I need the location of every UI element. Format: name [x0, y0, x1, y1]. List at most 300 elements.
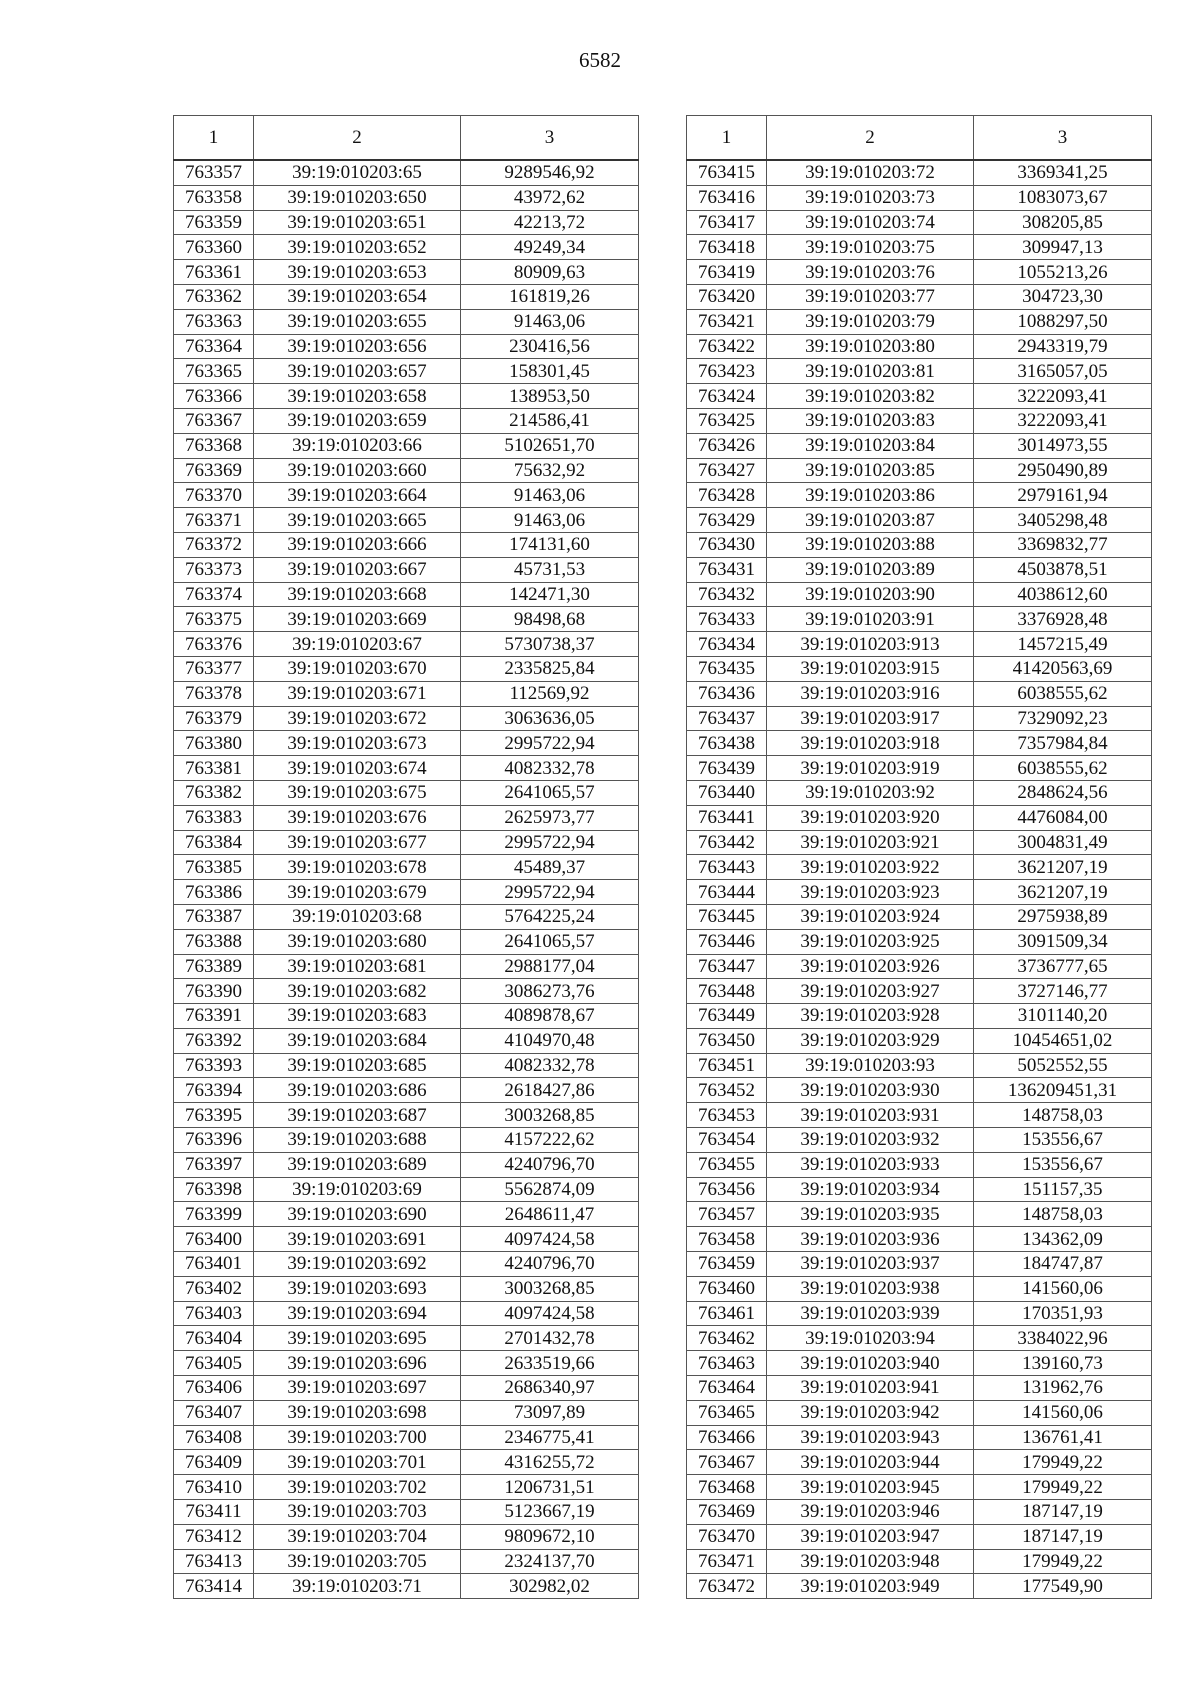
- cadastral-number: 39:19:010203:679: [254, 880, 461, 905]
- cadastral-value: 4104970,48: [461, 1028, 639, 1053]
- cadastral-value: 5764225,24: [461, 904, 639, 929]
- row-number: 763470: [687, 1524, 767, 1549]
- cadastral-number: 39:19:010203:667: [254, 557, 461, 582]
- table-row: [174, 632, 639, 657]
- table-row: [174, 185, 639, 210]
- cadastral-number: 39:19:010203:702: [254, 1475, 461, 1500]
- cadastral-number: 39:19:010203:703: [254, 1500, 461, 1525]
- row-number: 763366: [174, 384, 254, 409]
- table-row: [174, 284, 639, 309]
- cadastral-number: 39:19:010203:74: [767, 210, 974, 235]
- row-number: 763368: [174, 433, 254, 458]
- cadastral-value: 4038612,60: [974, 582, 1152, 607]
- cadastral-value: 3091509,34: [974, 929, 1152, 954]
- table-row: [687, 483, 1152, 508]
- cadastral-value: 41420563,69: [974, 656, 1152, 681]
- row-number: 763406: [174, 1376, 254, 1401]
- table-row: [687, 1177, 1152, 1202]
- row-number: 763381: [174, 756, 254, 781]
- cadastral-value: 3101140,20: [974, 1004, 1152, 1029]
- row-number: 763403: [174, 1301, 254, 1326]
- cadastral-number: 39:19:010203:84: [767, 433, 974, 458]
- cadastral-value: 2633519,66: [461, 1351, 639, 1376]
- cadastral-number: 39:19:010203:90: [767, 582, 974, 607]
- table-row: [687, 508, 1152, 533]
- row-number: 763402: [174, 1276, 254, 1301]
- table-row: [174, 1227, 639, 1252]
- cadastral-value: 184747,87: [974, 1252, 1152, 1277]
- table-row: [687, 1276, 1152, 1301]
- row-number: 763419: [687, 260, 767, 285]
- table-row: [174, 235, 639, 260]
- cadastral-number: 39:19:010203:949: [767, 1574, 974, 1599]
- cadastral-number: 39:19:010203:924: [767, 904, 974, 929]
- row-number: 763361: [174, 260, 254, 285]
- cadastral-value: 4082332,78: [461, 1053, 639, 1078]
- table-row: [687, 1326, 1152, 1351]
- header-row: [174, 116, 639, 161]
- table-row: [174, 880, 639, 905]
- table-row: [687, 1252, 1152, 1277]
- row-number: 763357: [174, 160, 254, 185]
- table-row: [687, 904, 1152, 929]
- cadastral-number: 39:19:010203:701: [254, 1450, 461, 1475]
- row-number: 763413: [174, 1549, 254, 1574]
- cadastral-number: 39:19:010203:935: [767, 1202, 974, 1227]
- cadastral-number: 39:19:010203:697: [254, 1376, 461, 1401]
- column-header-2: 2: [767, 116, 974, 161]
- row-number: 763415: [687, 160, 767, 185]
- table-row: [174, 1152, 639, 1177]
- cadastral-number: 39:19:010203:674: [254, 756, 461, 781]
- table-row: [687, 1128, 1152, 1153]
- row-number: 763369: [174, 458, 254, 483]
- cadastral-value: 5562874,09: [461, 1177, 639, 1202]
- cadastral-number: 39:19:010203:932: [767, 1128, 974, 1153]
- cadastral-value: 80909,63: [461, 260, 639, 285]
- row-number: 763455: [687, 1152, 767, 1177]
- cadastral-number: 39:19:010203:943: [767, 1425, 974, 1450]
- row-number: 763370: [174, 483, 254, 508]
- cadastral-value: 3222093,41: [974, 408, 1152, 433]
- row-number: 763375: [174, 607, 254, 632]
- cadastral-number: 39:19:010203:929: [767, 1028, 974, 1053]
- row-number: 763466: [687, 1425, 767, 1450]
- left-table: [173, 115, 639, 1599]
- cadastral-number: 39:19:010203:79: [767, 309, 974, 334]
- row-number: 763371: [174, 508, 254, 533]
- cadastral-number: 39:19:010203:945: [767, 1475, 974, 1500]
- cadastral-number: 39:19:010203:656: [254, 334, 461, 359]
- cadastral-value: 4097424,58: [461, 1301, 639, 1326]
- cadastral-number: 39:19:010203:672: [254, 706, 461, 731]
- cadastral-value: 136761,41: [974, 1425, 1152, 1450]
- row-number: 763425: [687, 408, 767, 433]
- cadastral-value: 230416,56: [461, 334, 639, 359]
- table-row: [174, 855, 639, 880]
- table-row: [174, 756, 639, 781]
- cadastral-value: 153556,67: [974, 1152, 1152, 1177]
- table-row: [687, 880, 1152, 905]
- cadastral-number: 39:19:010203:917: [767, 706, 974, 731]
- table-row: [174, 1053, 639, 1078]
- table-row: [174, 1202, 639, 1227]
- row-number: 763428: [687, 483, 767, 508]
- cadastral-value: 4089878,67: [461, 1004, 639, 1029]
- cadastral-number: 39:19:010203:81: [767, 359, 974, 384]
- cadastral-number: 39:19:010203:77: [767, 284, 974, 309]
- row-number: 763388: [174, 929, 254, 954]
- cadastral-value: 2975938,89: [974, 904, 1152, 929]
- table-row: [174, 1549, 639, 1574]
- row-number: 763393: [174, 1053, 254, 1078]
- cadastral-number: 39:19:010203:680: [254, 929, 461, 954]
- cadastral-number: 39:19:010203:660: [254, 458, 461, 483]
- row-number: 763377: [174, 656, 254, 681]
- table-row: [174, 830, 639, 855]
- table-row: [687, 557, 1152, 582]
- cadastral-value: 139160,73: [974, 1351, 1152, 1376]
- row-number: 763467: [687, 1450, 767, 1475]
- table-row: [174, 334, 639, 359]
- row-number: 763410: [174, 1475, 254, 1500]
- table-row: [174, 904, 639, 929]
- cadastral-value: 4240796,70: [461, 1252, 639, 1277]
- cadastral-value: 174131,60: [461, 532, 639, 557]
- row-number: 763447: [687, 954, 767, 979]
- cadastral-number: 39:19:010203:683: [254, 1004, 461, 1029]
- cadastral-value: 3369832,77: [974, 532, 1152, 557]
- cadastral-value: 7329092,23: [974, 706, 1152, 731]
- row-number: 763387: [174, 904, 254, 929]
- cadastral-value: 151157,35: [974, 1177, 1152, 1202]
- table-row: [687, 954, 1152, 979]
- cadastral-number: 39:19:010203:666: [254, 532, 461, 557]
- cadastral-number: 39:19:010203:65: [254, 160, 461, 185]
- cadastral-number: 39:19:010203:673: [254, 731, 461, 756]
- row-number: 763450: [687, 1028, 767, 1053]
- cadastral-value: 3727146,77: [974, 979, 1152, 1004]
- cadastral-value: 2848624,56: [974, 780, 1152, 805]
- row-number: 763433: [687, 607, 767, 632]
- column-header-3: 3: [461, 116, 639, 161]
- cadastral-number: 39:19:010203:71: [254, 1574, 461, 1599]
- cadastral-value: 1055213,26: [974, 260, 1152, 285]
- cadastral-value: 2995722,94: [461, 880, 639, 905]
- table-row: [687, 1400, 1152, 1425]
- cadastral-number: 39:19:010203:913: [767, 632, 974, 657]
- table-row: [174, 780, 639, 805]
- cadastral-number: 39:19:010203:930: [767, 1078, 974, 1103]
- cadastral-number: 39:19:010203:691: [254, 1227, 461, 1252]
- row-number: 763454: [687, 1128, 767, 1153]
- cadastral-value: 1083073,67: [974, 185, 1152, 210]
- cadastral-value: 3621207,19: [974, 880, 1152, 905]
- cadastral-number: 39:19:010203:654: [254, 284, 461, 309]
- cadastral-number: 39:19:010203:72: [767, 160, 974, 185]
- table-row: [687, 1376, 1152, 1401]
- cadastral-value: 98498,68: [461, 607, 639, 632]
- table-row: [174, 1103, 639, 1128]
- table-row: [174, 359, 639, 384]
- cadastral-number: 39:19:010203:926: [767, 954, 974, 979]
- cadastral-number: 39:19:010203:705: [254, 1549, 461, 1574]
- row-number: 763416: [687, 185, 767, 210]
- cadastral-value: 5123667,19: [461, 1500, 639, 1525]
- cadastral-value: 148758,03: [974, 1103, 1152, 1128]
- cadastral-value: 43972,62: [461, 185, 639, 210]
- cadastral-number: 39:19:010203:678: [254, 855, 461, 880]
- cadastral-number: 39:19:010203:688: [254, 1128, 461, 1153]
- row-number: 763446: [687, 929, 767, 954]
- cadastral-number: 39:19:010203:83: [767, 408, 974, 433]
- row-number: 763458: [687, 1227, 767, 1252]
- row-number: 763365: [174, 359, 254, 384]
- cadastral-number: 39:19:010203:693: [254, 1276, 461, 1301]
- row-number: 763464: [687, 1376, 767, 1401]
- right-table: [686, 115, 1152, 1599]
- cadastral-number: 39:19:010203:942: [767, 1400, 974, 1425]
- cadastral-number: 39:19:010203:73: [767, 185, 974, 210]
- cadastral-value: 1457215,49: [974, 632, 1152, 657]
- cadastral-number: 39:19:010203:925: [767, 929, 974, 954]
- table-row: [687, 855, 1152, 880]
- cadastral-number: 39:19:010203:695: [254, 1326, 461, 1351]
- table-row: [687, 1425, 1152, 1450]
- cadastral-value: 10454651,02: [974, 1028, 1152, 1053]
- cadastral-number: 39:19:010203:68: [254, 904, 461, 929]
- cadastral-number: 39:19:010203:947: [767, 1524, 974, 1549]
- table-row: [174, 1574, 639, 1599]
- table-row: [174, 1028, 639, 1053]
- table-row: [687, 1053, 1152, 1078]
- row-number: 763408: [174, 1425, 254, 1450]
- cadastral-value: 141560,06: [974, 1400, 1152, 1425]
- cadastral-number: 39:19:010203:919: [767, 756, 974, 781]
- row-number: 763468: [687, 1475, 767, 1500]
- cadastral-value: 138953,50: [461, 384, 639, 409]
- cadastral-value: 4503878,51: [974, 557, 1152, 582]
- cadastral-value: 4476084,00: [974, 805, 1152, 830]
- cadastral-value: 179949,22: [974, 1450, 1152, 1475]
- row-number: 763435: [687, 656, 767, 681]
- cadastral-value: 2995722,94: [461, 830, 639, 855]
- cadastral-number: 39:19:010203:690: [254, 1202, 461, 1227]
- cadastral-number: 39:19:010203:920: [767, 805, 974, 830]
- table-row: [687, 532, 1152, 557]
- cadastral-value: 112569,92: [461, 681, 639, 706]
- column-header-3: 3: [974, 116, 1152, 161]
- row-number: 763380: [174, 731, 254, 756]
- table-row: [174, 954, 639, 979]
- row-number: 763374: [174, 582, 254, 607]
- row-number: 763401: [174, 1252, 254, 1277]
- row-number: 763386: [174, 880, 254, 905]
- table-row: [687, 1450, 1152, 1475]
- table-row: [687, 284, 1152, 309]
- cadastral-number: 39:19:010203:918: [767, 731, 974, 756]
- table-row: [174, 1078, 639, 1103]
- table-row: [174, 607, 639, 632]
- row-number: 763421: [687, 309, 767, 334]
- cadastral-number: 39:19:010203:652: [254, 235, 461, 260]
- table-row: [687, 1351, 1152, 1376]
- cadastral-number: 39:19:010203:659: [254, 408, 461, 433]
- row-number: 763443: [687, 855, 767, 880]
- cadastral-number: 39:19:010203:948: [767, 1549, 974, 1574]
- cadastral-number: 39:19:010203:936: [767, 1227, 974, 1252]
- row-number: 763427: [687, 458, 767, 483]
- row-number: 763456: [687, 1177, 767, 1202]
- row-number: 763390: [174, 979, 254, 1004]
- row-number: 763432: [687, 582, 767, 607]
- cadastral-number: 39:19:010203:671: [254, 681, 461, 706]
- cadastral-value: 49249,34: [461, 235, 639, 260]
- row-number: 763398: [174, 1177, 254, 1202]
- header-row: [687, 116, 1152, 161]
- table-row: [687, 1227, 1152, 1252]
- cadastral-number: 39:19:010203:921: [767, 830, 974, 855]
- table-row: [174, 1004, 639, 1029]
- row-number: 763439: [687, 756, 767, 781]
- row-number: 763405: [174, 1351, 254, 1376]
- cadastral-value: 177549,90: [974, 1574, 1152, 1599]
- row-number: 763384: [174, 830, 254, 855]
- cadastral-number: 39:19:010203:87: [767, 508, 974, 533]
- table-row: [174, 1326, 639, 1351]
- table-row: [174, 1450, 639, 1475]
- row-number: 763364: [174, 334, 254, 359]
- cadastral-number: 39:19:010203:676: [254, 805, 461, 830]
- table-row: [174, 731, 639, 756]
- table-row: [687, 1004, 1152, 1029]
- cadastral-number: 39:19:010203:82: [767, 384, 974, 409]
- cadastral-number: 39:19:010203:696: [254, 1351, 461, 1376]
- cadastral-number: 39:19:010203:934: [767, 1177, 974, 1202]
- table-row: [687, 1524, 1152, 1549]
- cadastral-value: 3376928,48: [974, 607, 1152, 632]
- cadastral-number: 39:19:010203:692: [254, 1252, 461, 1277]
- cadastral-value: 153556,67: [974, 1128, 1152, 1153]
- row-number: 763431: [687, 557, 767, 582]
- row-number: 763440: [687, 780, 767, 805]
- row-number: 763457: [687, 1202, 767, 1227]
- row-number: 763462: [687, 1326, 767, 1351]
- row-number: 763418: [687, 235, 767, 260]
- cadastral-number: 39:19:010203:939: [767, 1301, 974, 1326]
- table-row: [687, 731, 1152, 756]
- table-row: [687, 929, 1152, 954]
- column-header-1: 1: [174, 116, 254, 161]
- row-number: 763460: [687, 1276, 767, 1301]
- cadastral-number: 39:19:010203:675: [254, 780, 461, 805]
- row-number: 763392: [174, 1028, 254, 1053]
- cadastral-number: 39:19:010203:75: [767, 235, 974, 260]
- table-row: [687, 260, 1152, 285]
- cadastral-value: 214586,41: [461, 408, 639, 433]
- row-number: 763394: [174, 1078, 254, 1103]
- row-number: 763389: [174, 954, 254, 979]
- cadastral-number: 39:19:010203:651: [254, 210, 461, 235]
- cadastral-number: 39:19:010203:668: [254, 582, 461, 607]
- table-row: [687, 607, 1152, 632]
- cadastral-number: 39:19:010203:915: [767, 656, 974, 681]
- table-row: [687, 805, 1152, 830]
- cadastral-value: 9289546,92: [461, 160, 639, 185]
- cadastral-number: 39:19:010203:85: [767, 458, 974, 483]
- row-number: 763445: [687, 904, 767, 929]
- cadastral-value: 170351,93: [974, 1301, 1152, 1326]
- row-number: 763459: [687, 1252, 767, 1277]
- cadastral-number: 39:19:010203:669: [254, 607, 461, 632]
- cadastral-value: 304723,30: [974, 284, 1152, 309]
- cadastral-value: 308205,85: [974, 210, 1152, 235]
- table-row: [174, 1301, 639, 1326]
- cadastral-number: 39:19:010203:94: [767, 1326, 974, 1351]
- table-row: [687, 1549, 1152, 1574]
- cadastral-value: 4097424,58: [461, 1227, 639, 1252]
- row-number: 763417: [687, 210, 767, 235]
- row-number: 763391: [174, 1004, 254, 1029]
- table-row: [687, 830, 1152, 855]
- table-row: [174, 532, 639, 557]
- cadastral-value: 2701432,78: [461, 1326, 639, 1351]
- cadastral-value: 136209451,31: [974, 1078, 1152, 1103]
- row-number: 763376: [174, 632, 254, 657]
- cadastral-number: 39:19:010203:76: [767, 260, 974, 285]
- row-number: 763396: [174, 1128, 254, 1153]
- table-row: [174, 458, 639, 483]
- cadastral-value: 9809672,10: [461, 1524, 639, 1549]
- cadastral-value: 187147,19: [974, 1524, 1152, 1549]
- row-number: 763372: [174, 532, 254, 557]
- row-number: 763400: [174, 1227, 254, 1252]
- table-row: [174, 1376, 639, 1401]
- row-number: 763434: [687, 632, 767, 657]
- table-row: [687, 433, 1152, 458]
- table-row: [687, 334, 1152, 359]
- cadastral-number: 39:19:010203:88: [767, 532, 974, 557]
- cadastral-value: 45489,37: [461, 855, 639, 880]
- row-number: 763360: [174, 235, 254, 260]
- cadastral-value: 2641065,57: [461, 929, 639, 954]
- cadastral-value: 1206731,51: [461, 1475, 639, 1500]
- cadastral-value: 3003268,85: [461, 1103, 639, 1128]
- table-row: [174, 309, 639, 334]
- cadastral-value: 134362,09: [974, 1227, 1152, 1252]
- cadastral-number: 39:19:010203:664: [254, 483, 461, 508]
- row-number: 763378: [174, 681, 254, 706]
- row-number: 763411: [174, 1500, 254, 1525]
- cadastral-number: 39:19:010203:653: [254, 260, 461, 285]
- table-row: [174, 210, 639, 235]
- row-number: 763397: [174, 1152, 254, 1177]
- cadastral-number: 39:19:010203:687: [254, 1103, 461, 1128]
- row-number: 763367: [174, 408, 254, 433]
- row-number: 763363: [174, 309, 254, 334]
- cadastral-value: 4157222,62: [461, 1128, 639, 1153]
- cadastral-number: 39:19:010203:66: [254, 433, 461, 458]
- table-row: [687, 756, 1152, 781]
- cadastral-value: 187147,19: [974, 1500, 1152, 1525]
- table-row: [174, 508, 639, 533]
- table-row: [687, 160, 1152, 185]
- row-number: 763358: [174, 185, 254, 210]
- table-row: [687, 1028, 1152, 1053]
- table-row: [174, 929, 639, 954]
- table-row: [687, 706, 1152, 731]
- cadastral-value: 3003268,85: [461, 1276, 639, 1301]
